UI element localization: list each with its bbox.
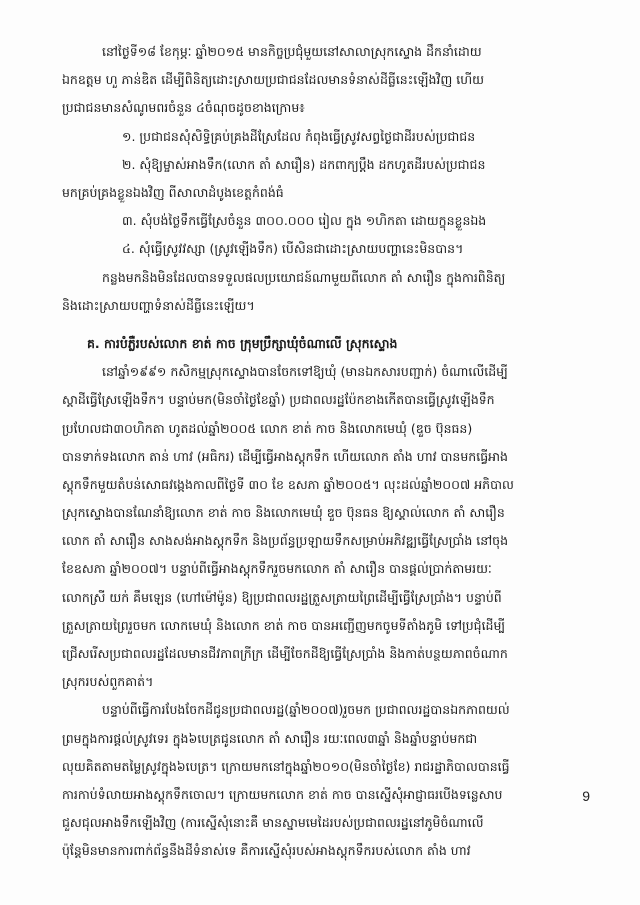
- paragraph-line: លោកស្រី យក់ គឹមឡេន (ហៅម៉ៅម៉ូន) ឱ្យប្រជាពលរដ្ឋត្រួសត្រាយព្រៃដើម្បីធ្វើស្រែប្រាំង។ បន្ទាប់ពី: [62, 589, 502, 605]
- paragraph-line: បន្ទាប់ពីធ្វើការបែងចែកដីជូនប្រជាពលរដ្ឋ(ឆ្នាំ២០០៧)រួចមក ប្រជាពលរដ្ឋបានឯកភាពយល់: [102, 702, 510, 718]
- list-item-continuation: មកគ្រប់គ្រងខ្លួនឯងវិញ ពីសាលាដំបូងខេត្តកំពង់ធំ: [62, 185, 284, 201]
- paragraph-line: ប្រជាជនមានសំណូមពរចំនួន ៤ចំណុចដូចខាងក្រោម៖: [62, 100, 305, 116]
- paragraph-1: [62, 38, 582, 123]
- paragraph-line: នៅថ្ងៃទី១៨ ខែកុម្ភៈ ឆ្នាំ២០១៥ មានកិច្ចប្រជុំមួយនៅសាលាស្រុកស្ទោង ដឹកនាំដោយ: [102, 44, 482, 60]
- paragraph-line: ប៉ុន្តែមិនមានការពាក់ព័ន្ធនឹងដីទំនាស់ទេ គឺការស្នើសុំរបស់អាងស្តុកទឹករបស់លោក តាំង ហាវ: [62, 843, 471, 859]
- paragraph-line: ត្រួសត្រាយព្រៃរួចមក លោកមេឃុំ និងលោក ខាត់ កាច បានអញ្ជើញមកចូមទីតាំងភូមិ ទៅប្រជុំដើម្បី: [62, 617, 506, 633]
- paragraph-line: ប្រហែលជា៣០ហិកតា ហូតដល់ឆ្នាំ២០០៥ លោក ខាត់ កាច និងលោកមេឃុំ (ឌួច ប៊ុនធន): [62, 420, 473, 436]
- list-item: ២. សុំឱ្យម្ចាស់អាងទឹក(លោក តាំ សារឿន) ដកពាក្យប្តឹង ដកហូតដីរបស់ប្រជាជន: [122, 156, 486, 172]
- paragraph-line: ខែឧសភា ឆ្នាំ២០០៧។ បន្ទាប់ពីធ្វើអាងស្តុកទឹករួចមកលោក តាំ សារឿន បានផ្តល់ប្រាក់តាមរយៈ: [62, 561, 492, 577]
- paragraph-4: [62, 696, 582, 865]
- paragraph-line: ព្រមក្នុងការផ្តល់ស្រូវទេរ ក្នុង៦បេត្រជូនលោក តាំ សារឿន រយៈពេល៣ឆ្នាំ និងឆ្នាំបន្ទាប់មកជា: [62, 730, 478, 746]
- paragraph-line: និងដោះស្រាយបញ្ហាទំនាស់ដីធ្លីនេះឡើយ។: [62, 297, 255, 313]
- paragraph-2: [62, 264, 582, 320]
- section-spacer: [62, 320, 582, 330]
- paragraph-3: [62, 358, 582, 696]
- list-item: ៣. សុំបង់ថ្លៃទឹកធ្វើស្រែចំនួន ៣០០.០០០ រៀល ក្នុង ១ហិកតា ដោយក្ខុនខ្លួនឯង: [122, 213, 487, 229]
- document-body: [62, 38, 582, 865]
- paragraph-line: បានទាក់ទងលោក តាន់ ហាវ (អធិករ) ដើម្បីធ្វើអាងស្តុកទឹក ហើយលោក តាំង ហាវ បានមកធ្វើអាង: [62, 448, 508, 464]
- paragraph-line: ស្រុកស្ទោងបានណែនាំឱ្យលោក ខាត់ កាច និងលោកមេឃុំ ឌួច ប៊ុនធន ឱ្យស្គាល់លោក តាំ សារឿន: [62, 505, 505, 521]
- paragraph-line: ជ្រើសរើសប្រជាពលរដ្ឋដែលមានជីវភាពក្រីក្រ ដើម្បីចែកដីឱ្យធ្វើស្រែប្រាំង និងកាត់បន្ថយភាពចំណាក: [62, 646, 508, 662]
- demands-list: [62, 123, 582, 264]
- paragraph-line: លុយគិតតាមតម្លៃស្រូវក្នុង៦បេត្រ។ ក្រោយមកនៅក្នុងឆ្នាំ២០១០(មិនចាំថ្ងៃខែ) រាជរដ្ឋាភិបាលបានធ្វើ: [62, 758, 510, 774]
- paragraph-line: ស្តាដីធ្វើស្រែឡើងទឹក។ បន្ទាប់មក(មិនចាំថ្ងៃខែឆ្នាំ) ប្រជាពលរដ្ឋប៉ែកខាងកើតបានធ្វើស្រូវឡើងទឹក: [62, 392, 495, 408]
- paragraph-line: ស្រុករបស់ពួកគាត់។: [62, 674, 154, 690]
- paragraph-line: កន្លងមកនិងមិនដែលបានទទួលផលប្រយោជន៍ណាមួយពីលោក តាំ សារឿន ក្នុងការពិនិត្យ: [102, 269, 506, 285]
- paragraph-line: លោក តាំ សារឿន សាងសង់អាងស្តុកទឹក និងប្រព័ន្ធប្រឡាយទឹកសម្រាប់អភិវឌ្ឍធ្វើស្រែប្រាំង នៅចុង: [62, 533, 509, 549]
- section-heading: គ. ការបំភ្លឺរបស់លោក ខាត់ កាច ក្រុមប្រឹក្សាឃុំចំណាលើ ស្រុកស្ទោង: [87, 335, 398, 351]
- paragraph-line: នៅឆ្នាំ១៩៩១ កសិកម្មស្រុកស្ទោងបានចែកទៅឱ្យឃុំ (មានឯកសារបញ្ជាក់) ចំណាលើដើម្បី: [102, 364, 508, 380]
- paragraph-line: ស្តុកទឹកមួយតំបន់សោធវង្កេងកាលពីថ្ងៃទី ៣០ ខែ ឧសភា ឆ្នាំ២០០៥។ លុះដល់ឆ្នាំ២០០៧ អភិបាល: [62, 476, 514, 492]
- paragraph-line: ឯកឧត្តម ហួ ភាន់ឌិត ដើម្បីពិនិត្យដោះស្រាយប្រជាជនដែលមានទំនាស់ដីធ្លីនេះឡើងវិញ ហើយ: [62, 72, 485, 88]
- page-number: 9: [582, 788, 590, 804]
- list-item: ១. ប្រជាជនសុំសិទ្ធិគ្រប់គ្រងដីស្រែដែល កំពុងធ្វើស្រូវសព្វថ្ងៃជាដីរបស់ប្រជាជន: [122, 128, 476, 144]
- list-item: ៤. សុំធ្វើស្រូវវស្សា (ស្រូវឡើងទឹក) បើសិនជាដោះស្រាយបញ្ហានេះមិនបាន។: [122, 241, 464, 257]
- paragraph-line: ជួសជុលអាងទឹកឡើងវិញ (ការស្នើសុំនោះគឺ មានស្នាមមេដៃរបស់ប្រជាពលរដ្ឋនៅភូមិចំណាលើ: [62, 815, 484, 831]
- paragraph-line: ការកាប់ទំលាយអាងស្តុកទឹកចោល។ ក្រោយមកលោក ខាត់ កាច បានស្នើសុំអាជ្ញាធរបើងទន្លេសាប: [62, 786, 503, 802]
